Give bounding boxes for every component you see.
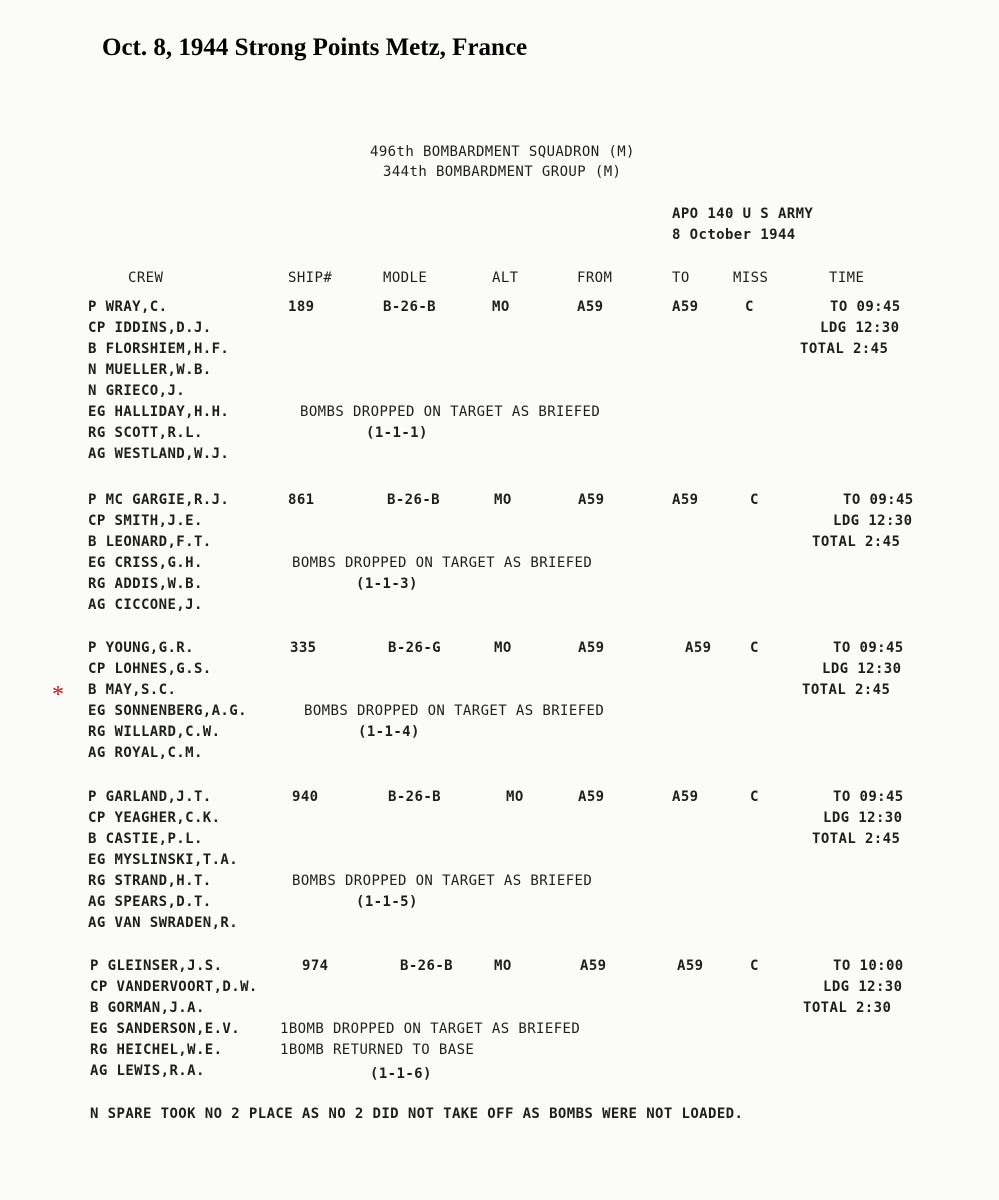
crew-member: B GORMAN,J.A. bbox=[90, 1000, 205, 1016]
landing-time: LDG 12:30 bbox=[833, 513, 913, 529]
aircraft-model: B-26-B bbox=[387, 492, 440, 508]
total-time: TOTAL 2:30 bbox=[803, 1000, 892, 1016]
crew-member: N GRIECO,J. bbox=[88, 383, 186, 399]
total-time: TOTAL 2:45 bbox=[800, 341, 889, 357]
to-base: A59 bbox=[672, 299, 699, 315]
date-line: 8 October 1944 bbox=[672, 227, 796, 243]
column-header-model: MODLE bbox=[383, 270, 428, 286]
from-base: A59 bbox=[578, 789, 605, 805]
mission-code: C bbox=[750, 640, 759, 656]
aircraft-model: B-26-B bbox=[383, 299, 436, 315]
crew-member: P WRAY,C. bbox=[88, 299, 168, 315]
crew-member: AG ROYAL,C.M. bbox=[88, 745, 203, 761]
crew-member: EG SANDERSON,E.V. bbox=[90, 1021, 241, 1037]
column-header-ship: SHIP# bbox=[288, 270, 333, 286]
altitude: MO bbox=[506, 789, 524, 805]
column-header-to: TO bbox=[672, 270, 690, 286]
crew-member: P MC GARGIE,R.J. bbox=[88, 492, 230, 508]
crew-list bbox=[88, 490, 229, 616]
crew-member: B MAY,S.C. bbox=[88, 682, 177, 698]
page-title: Oct. 8, 1944 Strong Points Metz, France bbox=[102, 34, 528, 61]
crew-member: EG SONNENBERG,A.G. bbox=[88, 703, 247, 719]
formation-code: (1-1-5) bbox=[356, 894, 418, 910]
aircraft-model: B-26-G bbox=[388, 640, 441, 656]
group-header: 344th BOMBARDMENT GROUP (M) bbox=[383, 164, 622, 180]
column-header-crew: CREW bbox=[128, 270, 164, 286]
crew-member: AG LEWIS,R.A. bbox=[90, 1063, 205, 1079]
crew-list bbox=[88, 638, 247, 764]
bombing-remark-2: 1BOMB RETURNED TO BASE bbox=[280, 1042, 475, 1058]
to-base: A59 bbox=[685, 640, 712, 656]
altitude: MO bbox=[494, 958, 512, 974]
takeoff-time: TO 09:45 bbox=[830, 299, 901, 315]
squadron-header: 496th BOMBARDMENT SQUADRON (M) bbox=[370, 144, 635, 160]
total-time: TOTAL 2:45 bbox=[812, 831, 901, 847]
crew-member: EG MYSLINSKI,T.A. bbox=[88, 852, 239, 868]
aircraft-model: B-26-B bbox=[400, 958, 453, 974]
to-base: A59 bbox=[672, 492, 699, 508]
ship-number: 189 bbox=[288, 299, 315, 315]
bombing-remark: BOMBS DROPPED ON TARGET AS BRIEFED bbox=[292, 873, 593, 889]
apo-line: APO 140 U S ARMY bbox=[672, 206, 814, 222]
crew-member: RG STRAND,H.T. bbox=[88, 873, 212, 889]
crew-list bbox=[88, 297, 229, 465]
asterisk-marker: * bbox=[52, 682, 64, 708]
altitude: MO bbox=[494, 640, 512, 656]
crew-member: B LEONARD,F.T. bbox=[88, 534, 212, 550]
crew-member: P YOUNG,G.R. bbox=[88, 640, 194, 656]
landing-time: LDG 12:30 bbox=[820, 320, 900, 336]
crew-member: P GARLAND,J.T. bbox=[88, 789, 212, 805]
crew-member: B CASTIE,P.L. bbox=[88, 831, 203, 847]
total-time: TOTAL 2:45 bbox=[812, 534, 901, 550]
formation-code: (1-1-3) bbox=[356, 576, 418, 592]
landing-time: LDG 12:30 bbox=[823, 979, 903, 995]
from-base: A59 bbox=[580, 958, 607, 974]
footnote: N SPARE TOOK NO 2 PLACE AS NO 2 DID NOT TAKE OFF AS BOMBS WERE NOT LOADED. bbox=[90, 1106, 744, 1122]
column-header-alt: ALT bbox=[492, 270, 519, 286]
crew-member: EG HALLIDAY,H.H. bbox=[88, 404, 230, 420]
ship-number: 940 bbox=[292, 789, 319, 805]
aircraft-model: B-26-B bbox=[388, 789, 441, 805]
formation-code: (1-1-1) bbox=[366, 425, 428, 441]
from-base: A59 bbox=[578, 492, 605, 508]
ship-number: 335 bbox=[290, 640, 317, 656]
crew-member: RG SCOTT,R.L. bbox=[88, 425, 203, 441]
to-base: A59 bbox=[672, 789, 699, 805]
crew-member: CP SMITH,J.E. bbox=[88, 513, 203, 529]
takeoff-time: TO 09:45 bbox=[833, 789, 904, 805]
crew-member: AG SPEARS,D.T. bbox=[88, 894, 212, 910]
crew-member: AG WESTLAND,W.J. bbox=[88, 446, 230, 462]
bombing-remark: BOMBS DROPPED ON TARGET AS BRIEFED bbox=[304, 703, 605, 719]
takeoff-time: TO 09:45 bbox=[843, 492, 914, 508]
crew-member: CP IDDINS,D.J. bbox=[88, 320, 212, 336]
total-time: TOTAL 2:45 bbox=[802, 682, 891, 698]
mission-code: C bbox=[750, 958, 759, 974]
crew-member: RG HEICHEL,W.E. bbox=[90, 1042, 223, 1058]
column-header-miss: MISS bbox=[733, 270, 769, 286]
mission-code: C bbox=[750, 789, 759, 805]
mission-code: C bbox=[745, 299, 754, 315]
ship-number: 974 bbox=[302, 958, 329, 974]
crew-member: N MUELLER,W.B. bbox=[88, 362, 212, 378]
crew-member: RG ADDIS,W.B. bbox=[88, 576, 203, 592]
crew-list bbox=[88, 787, 238, 934]
crew-member: P GLEINSER,J.S. bbox=[90, 958, 223, 974]
from-base: A59 bbox=[577, 299, 604, 315]
mission-code: C bbox=[750, 492, 759, 508]
column-header-time: TIME bbox=[829, 270, 865, 286]
takeoff-time: TO 09:45 bbox=[833, 640, 904, 656]
from-base: A59 bbox=[578, 640, 605, 656]
altitude: MO bbox=[492, 299, 510, 315]
crew-member: AG CICCONE,J. bbox=[88, 597, 203, 613]
bombing-remark: BOMBS DROPPED ON TARGET AS BRIEFED bbox=[292, 555, 593, 571]
altitude: MO bbox=[494, 492, 512, 508]
takeoff-time: TO 10:00 bbox=[833, 958, 904, 974]
crew-member: CP YEAGHER,C.K. bbox=[88, 810, 221, 826]
crew-list bbox=[90, 956, 258, 1082]
bombing-remark: 1BOMB DROPPED ON TARGET AS BRIEFED bbox=[280, 1021, 581, 1037]
bombing-remark: BOMBS DROPPED ON TARGET AS BRIEFED bbox=[300, 404, 601, 420]
landing-time: LDG 12:30 bbox=[822, 661, 902, 677]
formation-code: (1-1-4) bbox=[358, 724, 420, 740]
crew-member: EG CRISS,G.H. bbox=[88, 555, 203, 571]
crew-member: B FLORSHIEM,H.F. bbox=[88, 341, 230, 357]
crew-member: CP LOHNES,G.S. bbox=[88, 661, 212, 677]
formation-code: (1-1-6) bbox=[370, 1066, 432, 1082]
crew-member: AG VAN SWRADEN,R. bbox=[88, 915, 239, 931]
to-base: A59 bbox=[677, 958, 704, 974]
crew-member: CP VANDERVOORT,D.W. bbox=[90, 979, 258, 995]
landing-time: LDG 12:30 bbox=[823, 810, 903, 826]
crew-member: RG WILLARD,C.W. bbox=[88, 724, 221, 740]
ship-number: 861 bbox=[288, 492, 315, 508]
column-header-from: FROM bbox=[577, 270, 613, 286]
